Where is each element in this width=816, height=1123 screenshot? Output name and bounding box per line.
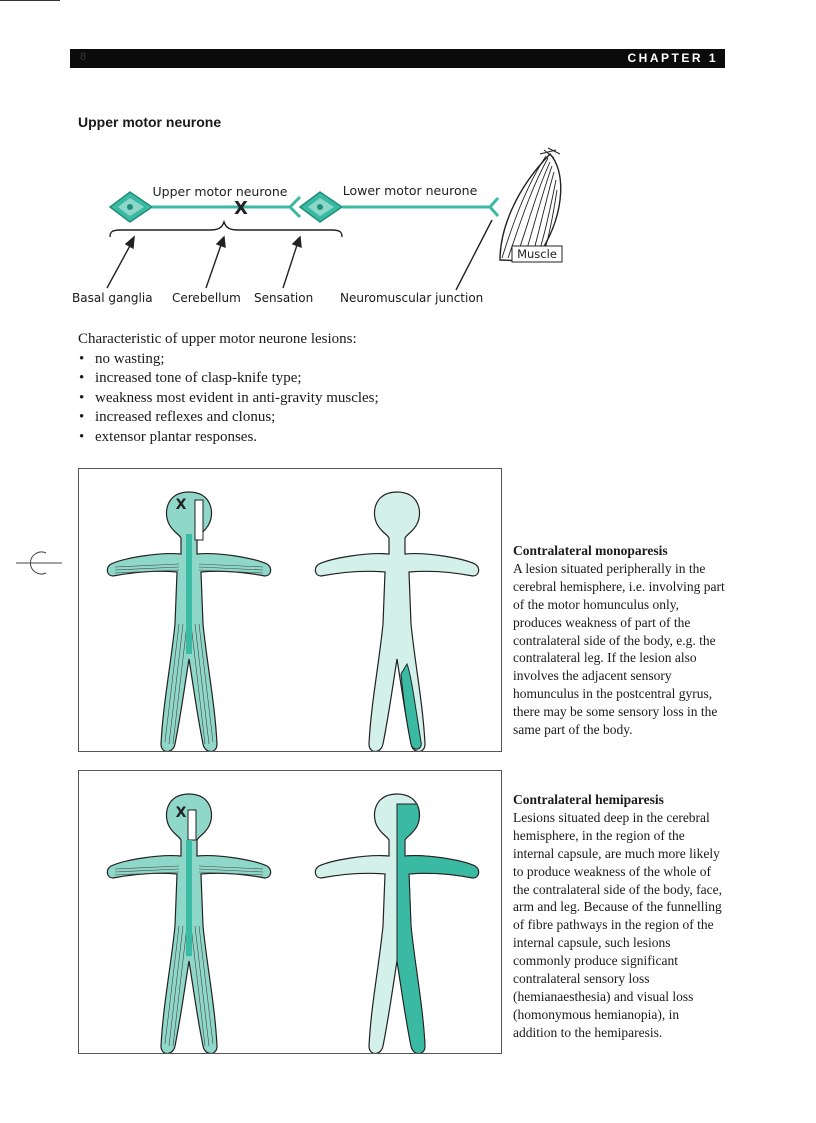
- affected-body-right: [315, 492, 478, 751]
- caption-text: Lesions situated deep in the cerebral hemisphere, in the region of the internal capsule, are much more likely to produce weakness of the whole of the contralateral side of the body, face, arm and leg. Because of the funnelling of fibre pathways in the region of the internal capsule, such lesions commonly produce significant contralateral sensory loss (hemianaesthesia) and visual loss (homonymous hemianopia), in addition to the hemiparesis.: [513, 809, 723, 1040]
- caption-title: Contralateral monoparesis: [513, 543, 668, 558]
- input-label-cerebellum: Cerebellum: [172, 291, 241, 305]
- list-item: • extensor plantar responses.: [78, 428, 379, 448]
- caption-title: Contralateral hemiparesis: [513, 792, 664, 807]
- input-label-sensation: Sensation: [254, 291, 314, 305]
- characteristics-intro: Characteristic of upper motor neurone lesions:: [78, 331, 357, 347]
- characteristics-list: [78, 350, 379, 448]
- hemiparesis-figure: [78, 770, 502, 1054]
- registration-mark-icon: [16, 548, 62, 583]
- lesion-body-left: [107, 794, 270, 1053]
- crop-mark: [0, 0, 60, 1]
- input-label-basal-ganglia: Basal ganglia: [72, 291, 153, 305]
- section-title: Upper motor neurone: [78, 114, 222, 130]
- monoparesis-caption: [513, 542, 725, 739]
- upper-motor-neurone-cell: [110, 192, 152, 222]
- monoparesis-figure: [78, 468, 502, 752]
- lesion-body-left: [107, 492, 270, 751]
- lesion-mark: X: [175, 805, 187, 821]
- list-item: • no wasting;: [78, 350, 379, 370]
- lower-neurone-label: Lower motor neurone: [342, 183, 478, 198]
- lower-motor-neurone-cell: [300, 192, 342, 222]
- upper-neurone-label: Upper motor neurone: [152, 184, 288, 199]
- affected-body-right: [315, 794, 478, 1053]
- muscle-label: Muscle: [517, 247, 557, 261]
- chapter-label: CHAPTER 1: [627, 51, 718, 65]
- list-item: • weakness most evident in anti-gravity muscles;: [78, 389, 379, 409]
- lesion-mark: X: [234, 198, 248, 219]
- muscle-icon: [500, 148, 561, 261]
- input-brace: [110, 222, 342, 237]
- list-item: • increased reflexes and clonus;: [78, 408, 379, 428]
- characteristics-block: [78, 330, 379, 447]
- list-item: • increased tone of clasp-knife type;: [78, 369, 379, 389]
- junction-label: Neuromuscular junction: [340, 291, 484, 305]
- caption-text: A lesion situated peripherally in the cerebral hemisphere, i.e. involving part of the motor homunculus only, produces weakness of part of the contralateral side of the body, e.g. the contralateral leg. If the lesion also involves the adjacent sensory homunculus in the postcentral gyrus, there may be some sensory loss in the same part of the body.: [513, 560, 725, 738]
- hemiparesis-caption: [513, 791, 725, 1042]
- neuromuscular-junction-icon: [490, 198, 498, 216]
- page-number: 8: [80, 51, 87, 63]
- lesion-mark: X: [175, 497, 187, 513]
